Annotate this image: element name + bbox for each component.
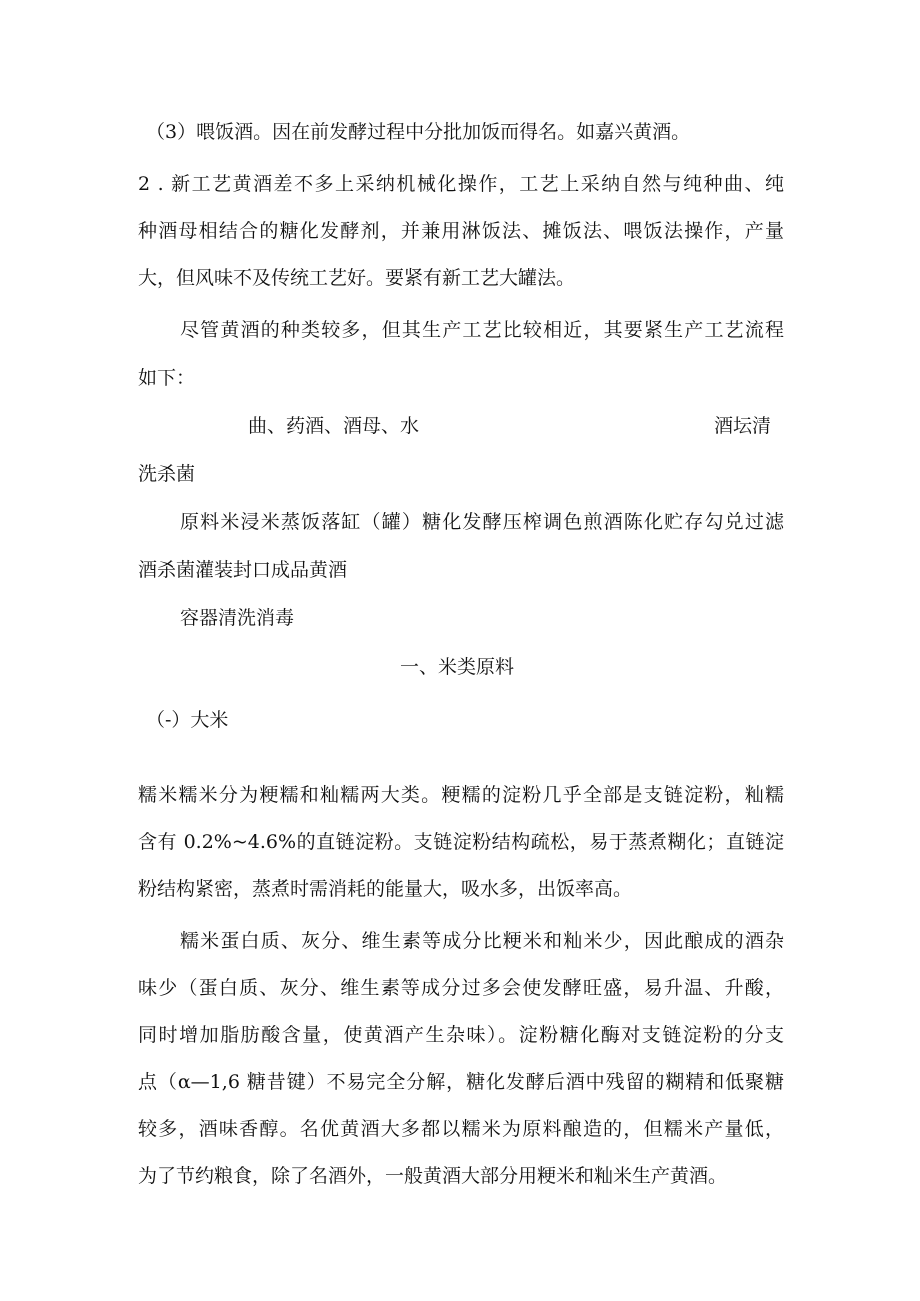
- flow-main-process-line-1: 原料米浸米蒸饭落缸（罐）糖化发酵压榨调色煎酒陈化贮存勾兑过滤: [180, 511, 784, 533]
- paragraph-compare-line-5: 较多，酒味香醇。名优黄酒大多都以糯米为原料酿造的，但糯米产量低，: [138, 1118, 784, 1140]
- paragraph-glutinous-line-1: 糯米糯米分为粳糯和籼糯两大类。粳糯的淀粉几乎全部是支链淀粉，籼糯: [138, 784, 784, 806]
- paragraph-process-intro-line-2: 如下：: [138, 367, 196, 389]
- paragraph-item-3: （3）喂饭酒。因在前发酵过程中分批加饭而得名。如嘉兴黄酒。: [146, 121, 691, 143]
- flow-ingredients-label: 曲、药酒、酒母、水: [248, 415, 420, 437]
- section-title: 一、米类原料: [400, 656, 515, 678]
- paragraph-compare-line-2: 味少（蛋白质、灰分、维生素等成分过多会使发酵旺盛，易升温、升酸，: [138, 977, 784, 999]
- paragraph-compare-line-6: 为了节约粮食，除了名酒外，一般黄酒大部分用粳米和籼米生产黄酒。: [138, 1165, 728, 1187]
- subsection-title: （-）大米: [146, 709, 229, 731]
- paragraph-process-intro-line-1: 尽管黄酒的种类较多，但其生产工艺比较相近，其要紧生产工艺流程: [180, 319, 784, 341]
- flow-jar-cleaning-label: 酒坛清: [714, 415, 772, 437]
- paragraph-compare-line-1: 糯米蛋白质、灰分、维生素等成分比粳米和籼米少，因此酿成的酒杂: [180, 930, 784, 952]
- flow-container-cleaning-label: 容器清洗消毒: [180, 607, 295, 629]
- paragraph-new-craft-line-1: 2 . 新工艺黄酒差不多上采纳机械化操作，工艺上采纳自然与纯种曲、纯: [138, 173, 784, 195]
- paragraph-compare-line-4: 点（α—1,6 糖昔键）不易完全分解，糖化发酵后酒中残留的糊精和低聚糖: [138, 1071, 784, 1093]
- paragraph-new-craft-line-3: 大，但风味不及传统工艺好。要紧有新工艺大罐法。: [138, 267, 576, 289]
- paragraph-new-craft-line-2: 种酒母相结合的糖化发酵剂，并兼用淋饭法、摊饭法、喂饭法操作，产量: [138, 220, 784, 242]
- flow-main-process-line-2: 酒杀菌灌装封口成品黄酒: [138, 559, 348, 581]
- paragraph-glutinous-line-2: 含有 0.2%~4.6%的直链淀粉。支链淀粉结构疏松，易于蒸煮糊化；直链淀: [138, 831, 784, 853]
- paragraph-compare-line-3: 同时增加脂肪酸含量，使黄酒产生杂味）。淀粉糖化酶对支链淀粉的分支: [138, 1024, 784, 1046]
- flow-jar-cleaning-label-cont: 洗杀菌: [138, 463, 196, 485]
- paragraph-glutinous-line-3: 粉结构紧密，蒸煮时需消耗的能量大，吸水多，出饭率高。: [138, 878, 633, 900]
